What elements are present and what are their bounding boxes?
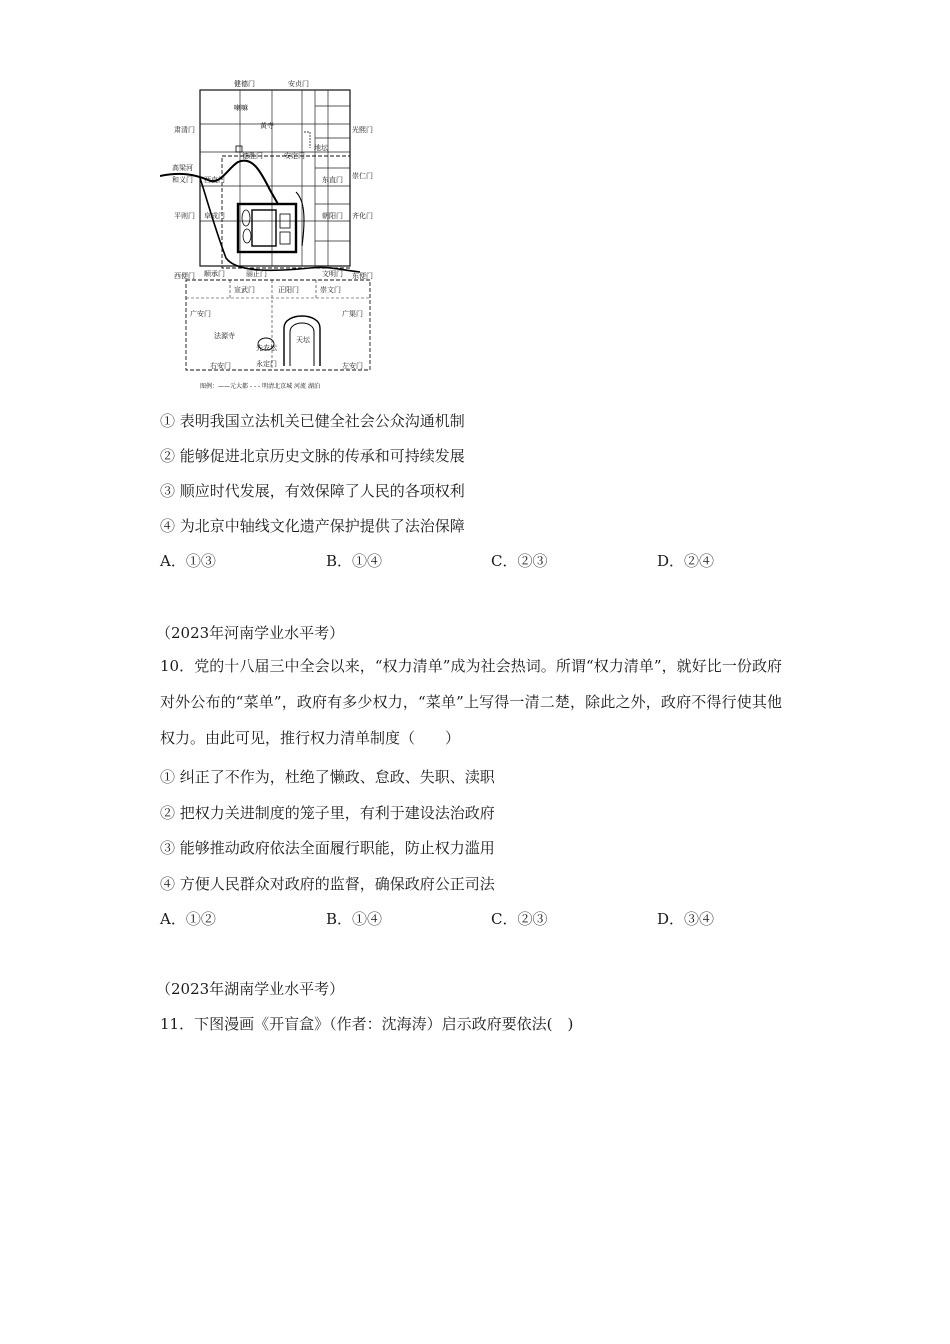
label-xuanwumen: 宣武门 — [234, 286, 255, 294]
forbidden-city — [252, 210, 276, 246]
label-wenming: 文明门 — [322, 270, 343, 278]
q9-option-4: ④ 为北京中轴线文化遗产保护提供了法治保障 — [160, 517, 465, 535]
label-jiande: 健德门 — [234, 80, 255, 88]
label-xizhimen: 西直门 — [204, 176, 225, 184]
q9-choice-a[interactable]: A．①③ — [160, 552, 216, 570]
label-heyi: 和义门 — [172, 176, 193, 184]
map-legend: 图例：——元大都 - - - 明清北京城 河流 湖泊 — [200, 383, 320, 390]
q10-option-4: ④ 方便人民群众对政府的监督，确保政府公正司法 — [160, 875, 495, 893]
label-chaoyangmen: 朝阳门 — [322, 212, 343, 220]
label-tiantan: 天坛 — [296, 336, 310, 344]
label-lama: 喇嘛 — [234, 104, 248, 112]
q9-choice-c[interactable]: C．②③ — [491, 552, 548, 570]
beijing-city-map — [160, 76, 386, 394]
label-suqing: 肃清门 — [174, 126, 195, 134]
q10-option-3: ③ 能够推动政府依法全面履行职能，防止权力滥用 — [160, 839, 495, 857]
label-xibianmen: 西便门 — [174, 272, 195, 280]
q9-choice-d[interactable]: D．②④ — [657, 552, 715, 570]
q9-option-2: ② 能够促进北京历史文脉的传承和可持续发展 — [160, 447, 465, 465]
tonghui-river — [296, 192, 304, 246]
label-youanmen: 右安门 — [210, 362, 231, 370]
label-guangxi: 光熙门 — [352, 126, 373, 134]
label-zuoanmen: 左安门 — [342, 362, 363, 370]
label-huangsi: 黄寺 — [260, 122, 274, 130]
q10-choice-b[interactable]: B．①④ — [326, 910, 383, 928]
label-guanganmen: 广安门 — [190, 310, 211, 318]
imperial-lakes — [242, 210, 290, 244]
label-xiannongtan: 先农坛 — [256, 344, 277, 352]
label-dongzhimen: 东直门 — [322, 176, 343, 184]
label-zhengyangmen: 正阳门 — [278, 286, 299, 294]
q10-choice-c[interactable]: C．②③ — [491, 910, 548, 928]
q9-option-3: ③ 顺应时代发展，有效保障了人民的各项权利 — [160, 482, 465, 500]
q10-choice-a[interactable]: A．①② — [160, 910, 216, 928]
tiantan-inner-wall — [290, 323, 314, 366]
label-dongbianmen: 东便门 — [352, 272, 373, 280]
label-fayuansi: 法源寺 — [214, 332, 235, 340]
label-guangqumen: 广渠门 — [342, 310, 363, 318]
label-yongdingmen: 永定门 — [256, 360, 277, 368]
label-andingmen: 安定门 — [284, 152, 305, 160]
label-lizheng: 丽正门 — [246, 270, 267, 278]
q10-option-1: ① 纠正了不作为，杜绝了懒政、怠政、失职、渎职 — [160, 768, 495, 786]
ditan-path — [304, 132, 310, 148]
label-fuchengmen: 阜成门 — [204, 212, 225, 220]
label-anzhen: 安贞门 — [288, 80, 309, 88]
q9-choice-b[interactable]: B．①④ — [326, 552, 383, 570]
q10-stem: 10．党的十八届三中全会以来，“权力清单”成为社会热词。所谓“权力清单”，就好比一份政府对外公布的“菜单”，政府有多少权力，“菜单”上写得一清二楚，除此之外，政府不得行使其他权力。由此可见，推行权力清单制度（ ） — [160, 657, 782, 747]
label-qihua: 齐化门 — [352, 212, 373, 220]
q10-source: （2023年河南学业水平考） — [156, 624, 345, 642]
q10-option-2: ② 把权力关进制度的笼子里，有利于建设法治政府 — [160, 804, 495, 822]
q10-choice-d[interactable]: D．③④ — [657, 910, 715, 928]
label-ditan: 地坛 — [314, 144, 328, 152]
label-chongren: 崇仁门 — [352, 172, 373, 180]
q11-stem: 11．下图漫画《开盲盒》（作者：沈海涛）启示政府要依法( ) — [160, 1015, 574, 1033]
label-chongwenmen: 崇文门 — [320, 286, 341, 294]
label-pingze: 平则门 — [174, 212, 195, 220]
q11-source: （2023年湖南学业水平考） — [156, 980, 345, 998]
q9-option-1: ① 表明我国立法机关已健全社会公众沟通机制 — [160, 412, 465, 430]
label-shunchengmen: 顺承门 — [204, 270, 225, 278]
label-deshengmen: 德胜门 — [242, 152, 263, 160]
label-gaoliang: 高梁河 — [172, 164, 193, 172]
